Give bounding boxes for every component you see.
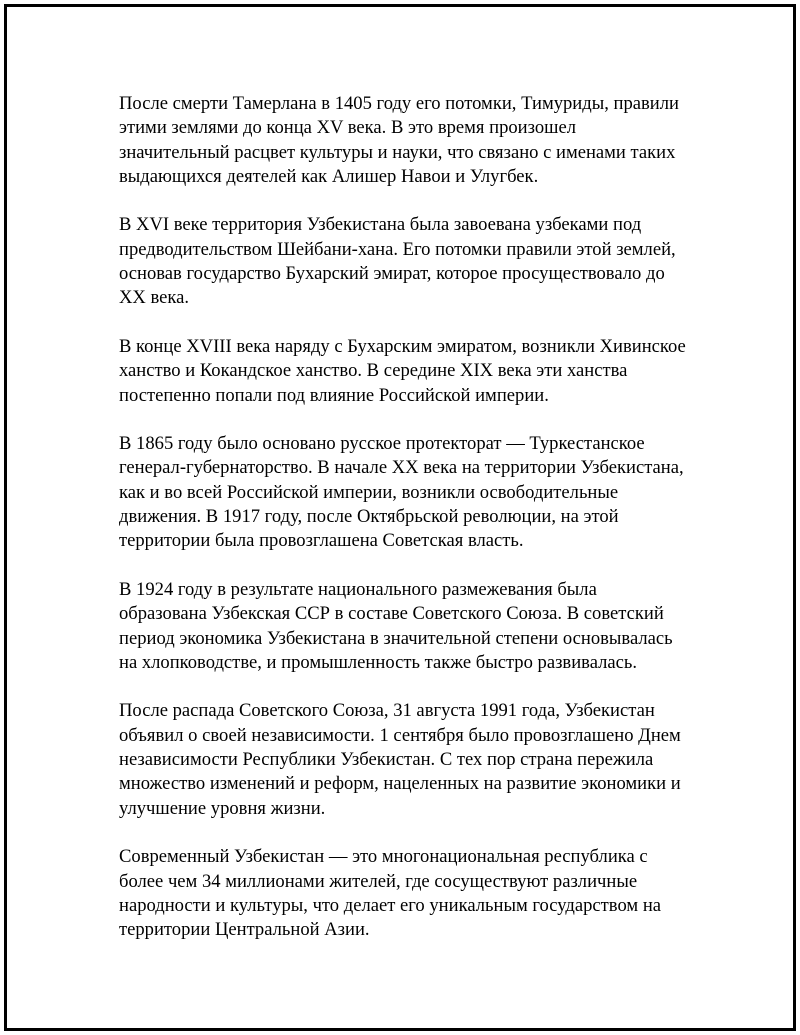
text-line: улучшение уровня жизни. — [119, 797, 326, 819]
text-line: После распада Советского Союза, 31 августа 1991 года, Узбекистан — [119, 700, 655, 722]
text-line: значительный расцвет культуры и науки, что связано с именами таких — [119, 141, 676, 163]
paragraph — [119, 699, 719, 820]
text-line: В 1924 году в результате национального размежевания была — [119, 578, 597, 600]
text-line: генерал-губернаторство. В начале XX века на территории Узбекистана, — [119, 457, 684, 479]
text-line: предводительством Шейбани-хана. Его потомки правили этой землей, — [119, 238, 676, 260]
text-line: ханство и Кокандское ханство. В середине XIX века эти ханства — [119, 360, 628, 382]
document-body — [119, 92, 719, 967]
text-line: территории Центральной Азии. — [119, 919, 370, 941]
text-line: Современный Узбекистан — это многонациональная республика с — [119, 846, 648, 868]
text-line: В 1865 году было основано русское протекторат — Туркестанское — [119, 433, 645, 455]
text-line: постепенно попали под влияние Российской империи. — [119, 384, 549, 406]
text-line: образована Узбекская ССР в составе Советского Союза. В советский — [119, 603, 664, 625]
paragraph — [119, 335, 719, 408]
text-line: XX века. — [119, 287, 190, 309]
text-line: более чем 34 миллионами жителей, где сосуществуют различные — [119, 870, 638, 892]
text-line: движения. В 1917 году, после Октябрьской революции, на этой — [119, 506, 619, 528]
paragraph — [119, 845, 719, 942]
text-line: В XVI веке территория Узбекистана была завоевана узбеками под — [119, 214, 642, 236]
text-line: территории была провозглашена Советская власть. — [119, 530, 524, 552]
text-line: как и во всей Российской империи, возникли освободительные — [119, 481, 619, 503]
text-line: В конце XVIII века наряду с Бухарским эмиратом, возникли Хивинское — [119, 335, 686, 357]
text-line: независимости Республики Узбекистан. С тех пор страна пережила — [119, 749, 654, 771]
text-line: основав государство Бухарский эмират, которое просуществовало до — [119, 263, 665, 285]
paragraph — [119, 432, 719, 553]
paragraph — [119, 213, 719, 310]
paragraph — [119, 92, 719, 189]
text-line: После смерти Тамерлана в 1405 году его потомки, Тимуриды, правили — [119, 93, 679, 114]
paragraph — [119, 578, 719, 675]
text-line: народности и культуры, что делает его уникальным государством на — [119, 894, 662, 916]
text-line: на хлопководстве, и промышленность также быстро развивалась. — [119, 651, 638, 673]
text-line: объявил о своей независимости. 1 сентября было провозглашено Днем — [119, 724, 681, 746]
text-line: выдающихся деятелей как Алишер Навои и Улугбек. — [119, 165, 539, 187]
text-line: множество изменений и реформ, нацеленных на развитие экономики и — [119, 773, 681, 795]
text-line: период экономика Узбекистана в значительной степени основывалась — [119, 627, 673, 649]
text-line: этими землями до конца XV века. В это время произошел — [119, 117, 576, 139]
